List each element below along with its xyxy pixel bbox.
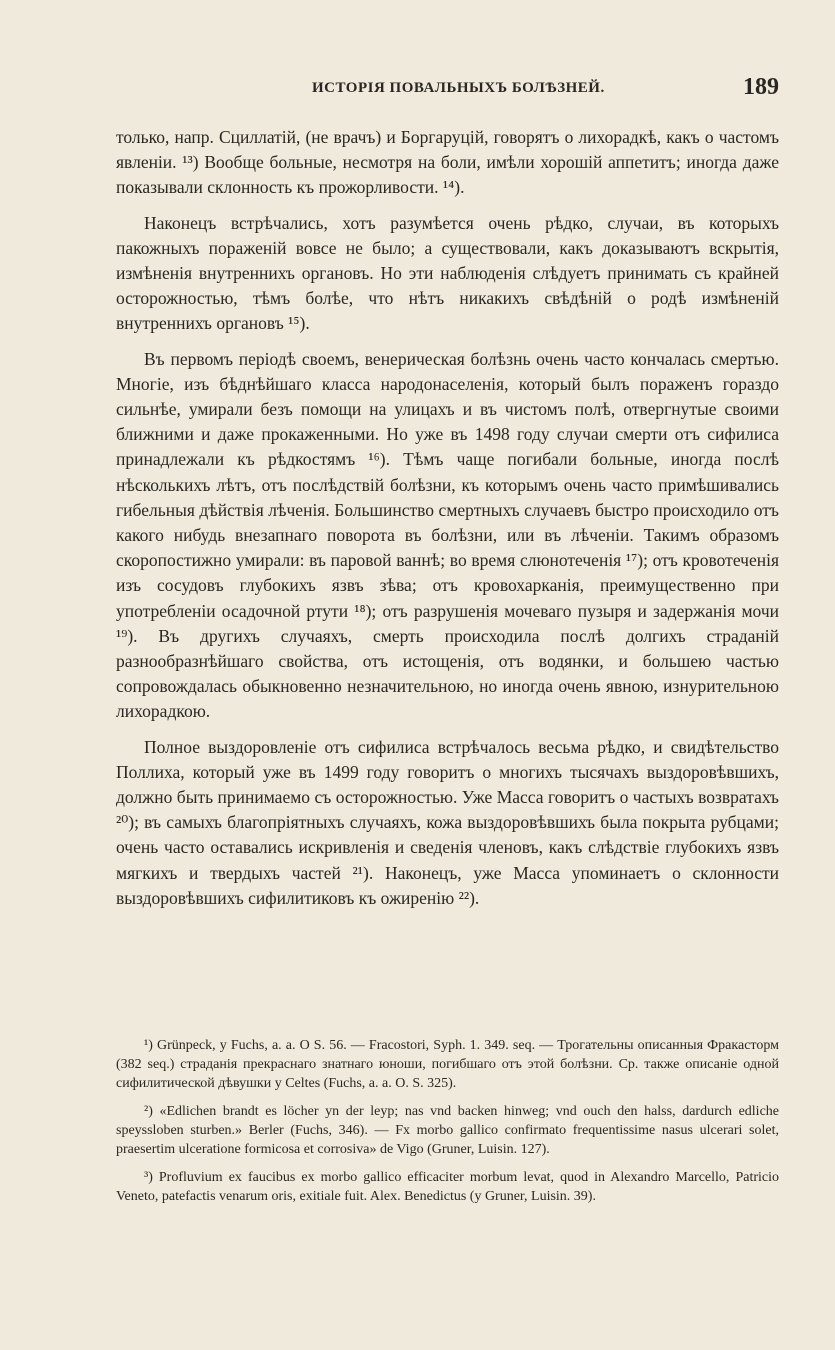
main-text — [116, 125, 779, 921]
paragraph: Полное выздоровленіе отъ сифилиса встрѣчалось весьма рѣдко, и свидѣтельство Поллиха, который уже въ 1499 году говоритъ о многихъ тысячахъ выздоровѣвшихъ, должно быть принимаемо съ осторожностью. Уже Масса говоритъ о частыхъ возвратахъ ²⁰); въ самыхъ благопріятныхъ случаяхъ, кожа выздоровѣвшихъ была покрыта рубцами; очень часто оставались искривленія и сведенія членовъ, какъ слѣдствіе глубокихъ язвъ мягкихъ и твердыхъ частей ²¹). Наконецъ, уже Масса упоминаетъ о склонности выздоровѣвшихъ сифилитиковъ къ ожиренію ²²). — [116, 736, 779, 908]
footnotes — [116, 1036, 779, 1215]
paragraph: Въ первомъ періодѣ своемъ, венерическая болѣзнь очень часто кончалась смертью. Многіе, изъ бѣднѣйшаго класса народонаселенія, который былъ пораженъ гораздо сильнѣе, умирали безъ помощи на улицахъ и въ чистомъ полѣ, отвергнутые своими ближними и даже прокаженными. Но уже въ 1498 году случаи смерти отъ сифилиса принадлежали къ рѣдкостямъ ¹⁶). Тѣмъ чаще погибали больные, иногда послѣ нѣсколькихъ лѣтъ, отъ послѣдствій болѣзни, къ которымъ очень часто примѣшивались гибельныя дѣйствія лѣченія. Большинство смертныхъ случаевъ быстро происходило отъ какого нибудь внезапнаго поворота въ болѣзни, или въ лѣченіи. Такимъ образомъ скоропостижно умирали: въ паровой ваннѣ; во время слюнотеченія ¹⁷); отъ кровотеченія изъ сосудовъ глубокихъ язвъ зѣва; отъ кровохарканія, преимущественно при употребленіи осадочной ртути ¹⁸); отъ разрушенія мочеваго пузыря и задержанія мочи ¹⁹). Въ другихъ случаяхъ, смерть происходила послѣ долгихъ страданій разнообразнѣйшаго свойства, отъ истощенія, отъ водянки, и большею частью сопровождалась обыкновенно незначительною, но иногда очень явною, изнурительною лихорадкою. — [116, 348, 779, 722]
footnote: ³) Profluvium ex faucibus ex morbo gallico efficaciter morbum levat, quod in Alexandro Marcello, Patricio Veneto, patefactis venarum oris, exitiale fuit. Alex. Benedictus (у Gruner, Luisin. 39). — [116, 1170, 779, 1204]
footnote: ¹) Grünpeck, у Fuchs, a. a. O S. 56. — Fracostori, Syph. 1. 349. seq. — Трогательны описанныя Фракасторм (382 seq.) страданія прекраснаго знатнаго юноши, погибшаго отъ этой болѣзни. Ср. также описаніе одной сифилитической дѣвушки у Celtes (Fuchs, a. a. O. S. 325). — [116, 1038, 779, 1091]
paragraph: Наконецъ встрѣчались, хотъ разумѣется очень рѣдко, случаи, въ которыхъ пакожныхъ пораженій вовсе не было; а существовали, какъ доказываютъ вскрытія, измѣненія внутреннихъ органовъ. Но эти наблюденія слѣдуетъ принимать съ крайней осторожностью, тѣмъ болѣе, что нѣтъ никакихъ свѣдѣній о родѣ измѣненій внутреннихъ органовъ ¹⁵). — [116, 212, 779, 334]
paragraph: только, напр. Сциллатій, (не врачъ) и Боргаруцій, говорятъ о лихорадкѣ, какъ о частомъ явленіи. ¹³) Вообще больные, несмотря на боли, имѣли хорошій аппетитъ; иногда даже показывали склонность къ прожорливости. ¹⁴). — [116, 127, 779, 198]
running-title: ИСТОРІЯ ПОВАЛЬНЫХЪ БОЛѢЗНЕЙ. — [312, 80, 605, 96]
footnote: ²) «Edlichen brandt es löcher yn der leyp; nas vnd backen hinweg; vnd ouch den halss, dardurch edliche speyssloben sturben.» Berler (Fuchs, 346). — Fx morbo gallico confirmato frequentissime nasus ulcerari solet, praesertim ulceratione formicosa et corrosiva» de Vigo (Gruner, Luisin. 127). — [116, 1104, 779, 1157]
page-number: 189 — [743, 74, 779, 100]
